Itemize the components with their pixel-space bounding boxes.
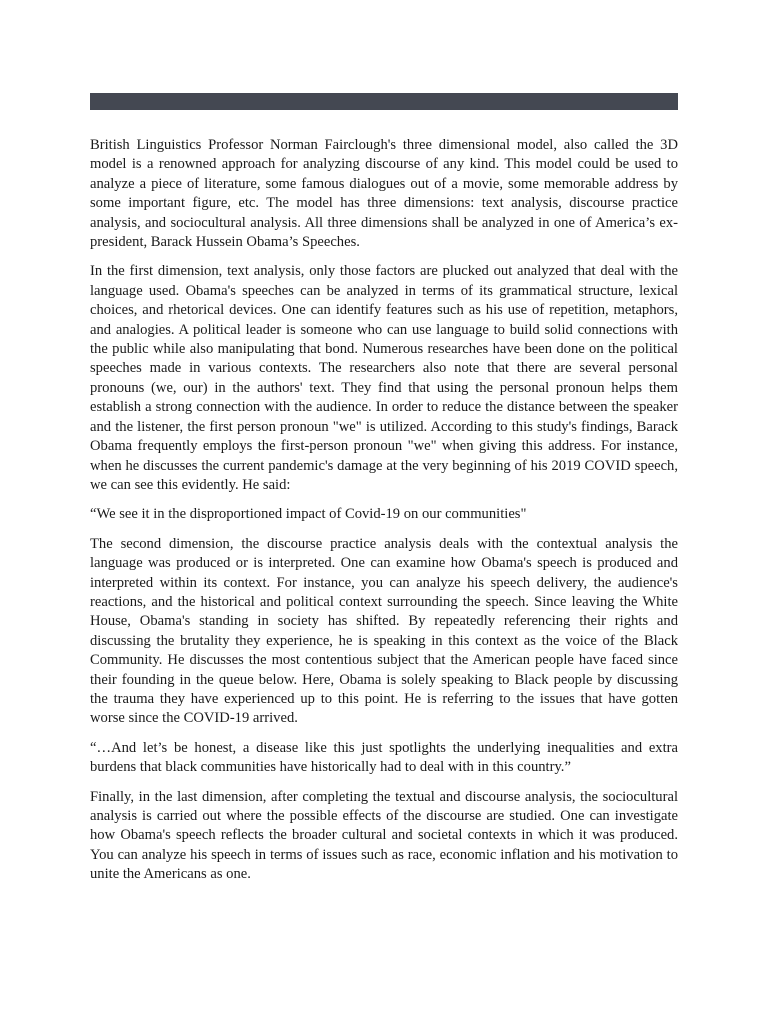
paragraph-fairclough-model: British Linguistics Professor Norman Fairclough's three dimensional model, also called the 3D model is a renowned approach for analyzing discourse of any kind. This model could be used to analyze a piece of literature, some famous dialogues out of a movie, some memorable address by some important figure, etc. The model has three dimensions: text analysis, discourse practice analysis, and sociocultural analysis. All three dimensions shall be analyzed in one of America’s ex-president, Barack Hussein Obama’s Speeches. <box>90 137 678 251</box>
quote-covid-impact: “We see it in the disproportioned impact of Covid-19 on our communities" <box>90 506 527 523</box>
header-bar <box>90 93 678 110</box>
paragraph-text-analysis: In the first dimension, text analysis, only those factors are plucked out analyzed that deal with the language used. Obama's speeches can be analyzed in terms of its grammatical structure, lexical choices, and rhetorical devices. One can identify features such as his use of repetition, metaphors, and analogies. A political leader is someone who can use language to build solid connections with the public while also manipulating that bond. Numerous researches have been done on the political speeches made in various contexts. The researchers also note that there are several personal pronouns (we, our) in the authors' text. They find that using the personal pronoun helps them establish a strong connection with the audience. In order to reduce the distance between the speaker and the listener, the first person pronoun "we" is utilized. According to this study's findings, Barack Obama frequently employs the first-person pronoun "we" when giving this address. For instance, when he discusses the current pandemic's damage at the very beginning of his 2019 COVID speech, we can see this evidently. He said: <box>90 263 678 493</box>
document-body <box>90 136 678 895</box>
paragraph-discourse-practice: The second dimension, the discourse practice analysis deals with the contextual analysis the language was produced or is interpreted. One can examine how Obama's speech is produced and interpreted within its context. For instance, you can analyze his speech delivery, the audience's reactions, and the historical and political context surrounding the speech. Since leaving the White House, Obama's standing in society has shifted. By repeatedly referencing their rights and discussing the brutality they experience, he is speaking in this context as the voice of the Black Community. He discusses the most contentious subject that the American people have faced since their founding in the queue below. Here, Obama is solely speaking to Black people by discussing the trauma they have experienced up to this point. He is referring to the issues that have gotten worse since the COVID-19 arrived. <box>90 535 678 727</box>
quote-inequalities: “…And let’s be honest, a disease like this just spotlights the underlying inequalities and extra burdens that black communities have historically had to deal with in this country.” <box>90 739 678 776</box>
paragraph-sociocultural-analysis: Finally, in the last dimension, after completing the textual and discourse analysis, the sociocultural analysis is carried out where the possible effects of the discourse are studied. One can investigate how Obama's speech reflects the broader cultural and societal contexts in which it was produced. You can analyze his speech in terms of issues such as race, economic inflation and his motivation to unite the Americans as one. <box>90 788 678 883</box>
